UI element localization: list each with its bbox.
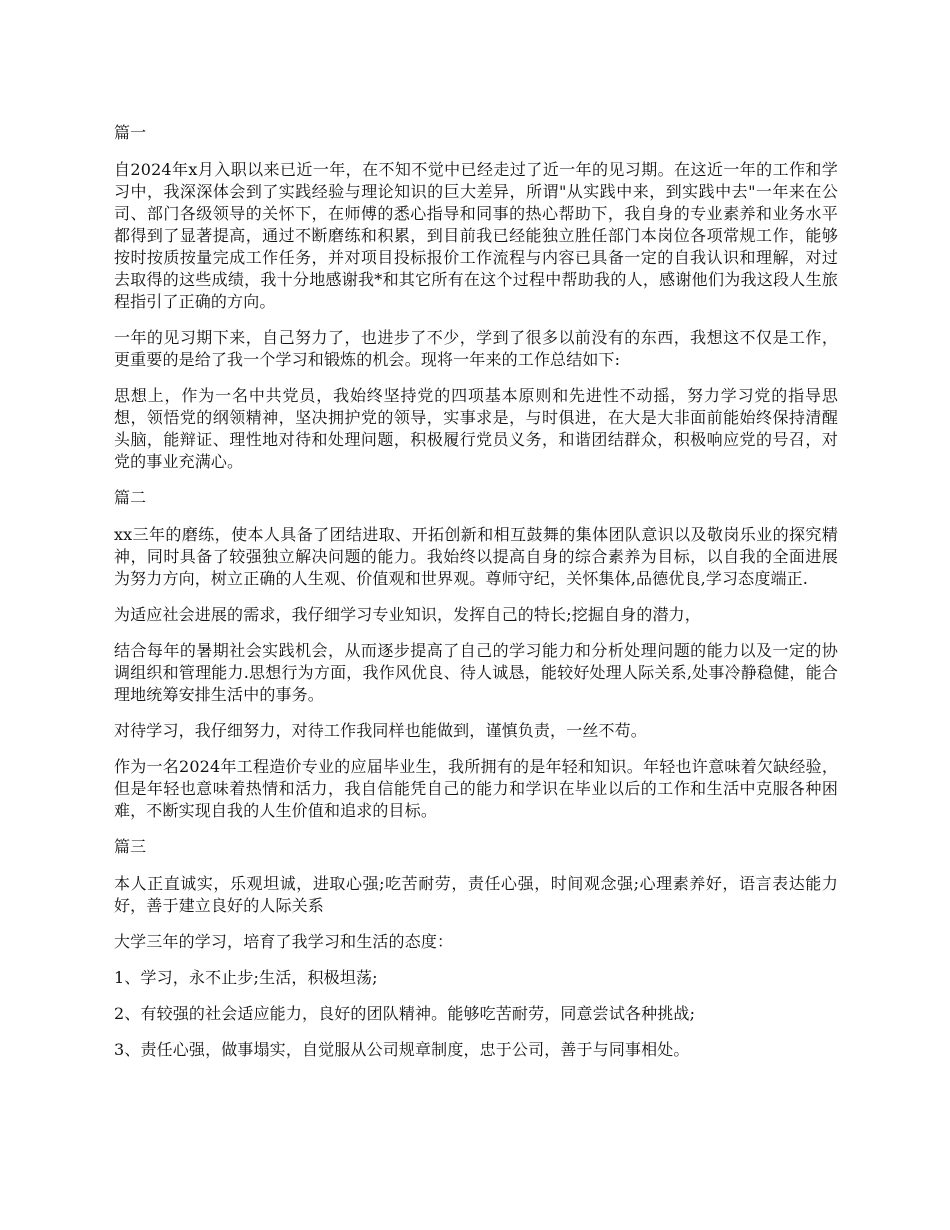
paragraph: 大学三年的学习，培育了我学习和生活的态度： (114, 932, 454, 951)
section-2 (114, 487, 838, 822)
paragraph: 本人正直诚实，乐观坦诚，进取心强;吃苦耐劳，责任心强，时间观念强;心理素养好，语言表达能力好，善于建立良好的人际关系 (114, 874, 838, 915)
section-heading: 篇一 (114, 123, 147, 142)
paragraph: 为适应社会进展的需求，我仔细学习专业知识，发挥自己的特长;挖掘自身的潜力， (114, 605, 701, 624)
paragraph: 自2024年x月入职以来已近一年，在不知不觉中已经走过了近一年的见习期。在这近一年的工作和学习中，我深深体会到了实践经验与理论知识的巨大差异，所谓"从实践中来，到实践中去"一年来在公司、部门各级领导的关怀下，在师傅的悉心指导和同事的热心帮助下，我自身的专业素养和业务水平都得到了显著提高，通过不断磨练和积累，到目前我已经能独立胜任部门本岗位各项常规工作，能够按时按质按量完成工作任务，并对项目投标报价工作流程与内容已具备一定的自我认识和理解，对过去取得的这些成绩，我十分地感谢我*和其它所有在这个过程中帮助我的人，感谢他们为我这段人生旅程指引了正确的方向。 (114, 160, 838, 311)
document-body (114, 122, 838, 1075)
paragraph: 一年的见习期下来，自己努力了，也进步了不少，学到了很多以前没有的东西，我想这不仅是工作，更重要的是给了我一个学习和锻炼的机会。现将一年来的工作总结如下: (114, 328, 838, 369)
list-item: 1、学习，永不止步;生活，积极坦荡; (114, 968, 378, 987)
section-1 (114, 122, 838, 473)
list-item: 3、责任心强，做事塌实，自觉服从公司规章制度，忠于公司，善于与同事相处。 (114, 1040, 690, 1059)
paragraph: 思想上，作为一名中共党员，我始终坚持党的四项基本原则和先进性不动摇，努力学习党的指导思想，领悟党的纲领精神，坚决拥护党的领导，实事求是，与时俱进，在大是大非面前能始终保持清醒头脑，能辩证、理性地对待和处理问题，积极履行党员义务，和谐团结群众，积极响应党的号召，对党的事业充满心。 (114, 386, 838, 471)
paragraph: 对待学习，我仔细努力，对待工作我同样也能做到，谨慎负责，一丝不苟。 (114, 721, 647, 740)
list-item: 2、有较强的社会适应能力，良好的团队精神。能够吃苦耐劳，同意尝试各种挑战; (114, 1004, 696, 1023)
paragraph: xx三年的磨练，使本人具备了团结进取、开拓创新和相互鼓舞的集体团队意识以及敬岗乐业的探究精神，同时具备了较强独立解决问题的能力。我始终以提高自身的综合素养为目标，以自我的全面进展为努力方向，树立正确的人生观、价值观和世界观。尊师守纪，关怀集体,品德优良,学习态度端正. (114, 525, 838, 588)
section-heading: 篇二 (114, 488, 147, 507)
section-3 (114, 836, 838, 1061)
paragraph: 结合每年的暑期社会实践机会，从而逐步提高了自己的学习能力和分析处理问题的能力以及一定的协调组织和管理能力.思想行为方面，我作风优良、待人诚恳，能较好处理人际关系,处事冷静稳健，能合理地统筹安排生活中的事务。 (114, 641, 838, 704)
paragraph: 作为一名2024年工程造价专业的应届毕业生，我所拥有的是年轻和知识。年轻也许意味着欠缺经验，但是年轻也意味着热情和活力，我自信能凭自己的能力和学识在毕业以后的工作和生活中克服各种困难，不断实现自我的人生价值和追求的目标。 (114, 757, 838, 820)
section-heading: 篇三 (114, 837, 147, 856)
